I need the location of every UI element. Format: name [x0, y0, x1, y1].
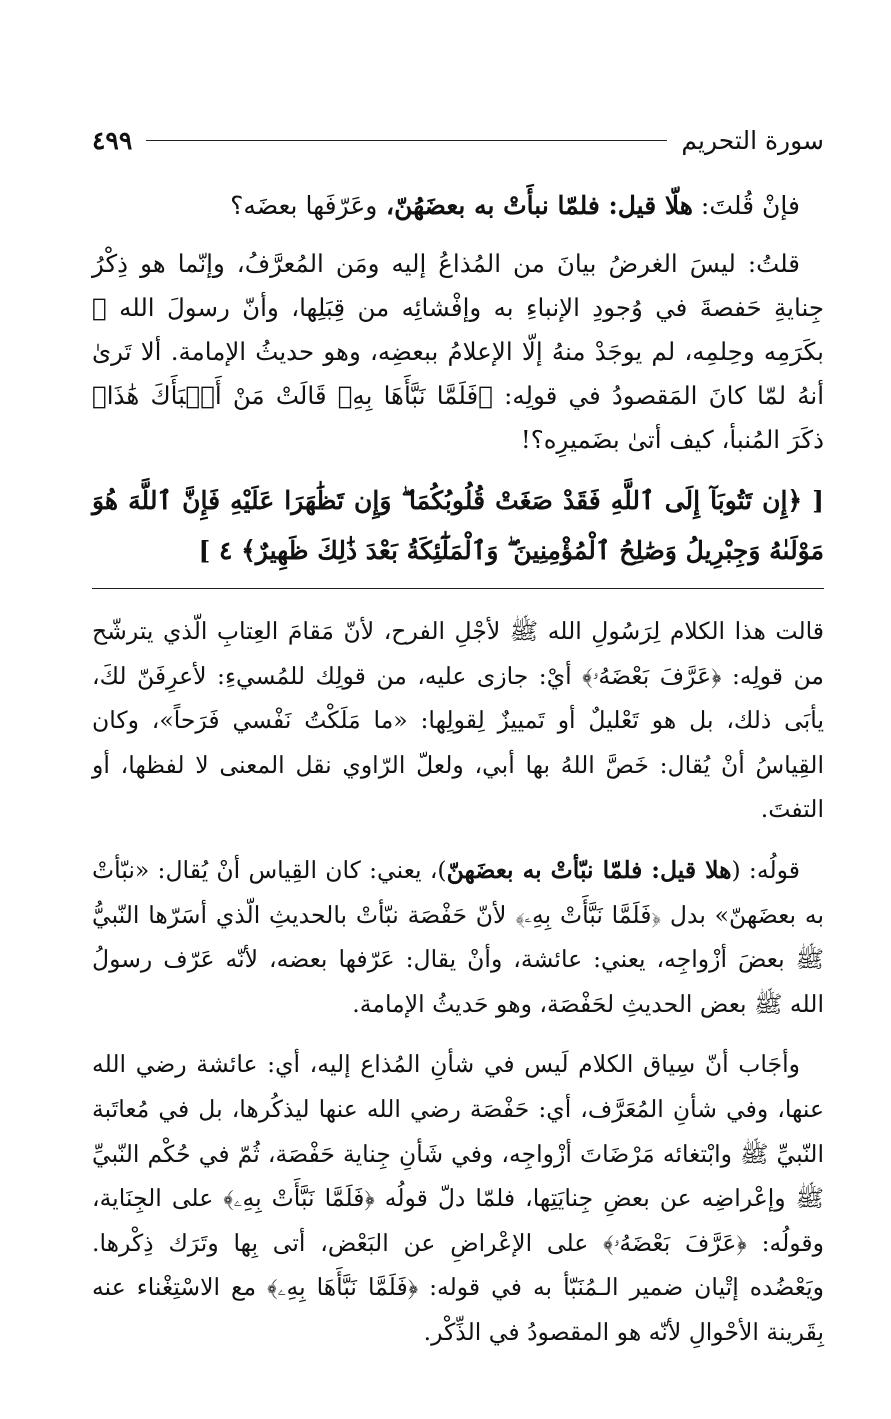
- p2-rest: )، يعني: كان القِياس أنْ يُقال: «نبّأتْ به بعضَهنّ» بدل ﴿فَلَمَّا نَبَّأَتْ بِهِۦ﴾ لأنّ حَفْصَة نبّأتْ بالحديثِ الّذي أسَرّها النّبيُّ ﷺ بعضَ أزْواجِه، يعني: عائشة، وأنْ يقال: عَرّفها بعضه، لأنّه عَرّف رسولُ الله ﷺ بعض الحديثِ لحَفْصَة، وهو حَديثُ الإمامة.: [92, 855, 824, 1018]
- commentary-paragraph-2: [92, 848, 824, 1026]
- question-prefix: فإنْ قُلتَ:: [692, 191, 800, 220]
- commentary-paragraph-3: وأجَاب أنّ سِياق الكلام لَيس في شأنِ المُذاع إليه، أي: عائشة رضي الله عنها، وفي شأنِ المُعَرَّف، أي: حَفْصَة رضي الله عنها ليذكُرها، بل في مُعاتَبة النّبيِّ ﷺ وابْتغائه مَرْضَاتَ أزْواجِه، وفي شَأنِ جِناية حَفْصَة، ثُمّ في حُكْم النّبيِّ ﷺ وإعْراضِه عن بعضِ جِنايَتِها، فلمّا دلّ قولُه ﴿فَلَمَّا نَبَّأَتْ بِهِۦ﴾ على الجِنَاية، وقولُه: ﴿عَرَّفَ بَعْضَهُۥ﴾ على الإعْراضِ عن البَعْض، أتى بِها وتَرَك ذِكْرها. ويَعْضُده إتْيان ضمير الـمُنَبّأ به في قوله: ﴿فَلَمَّا نَبَّأَهَا بِهِۦ﴾ مع الاسْتِغْناء عنه بِقَرينة الأحْوالِ لأنّه هو المقصودُ في الذِّكْر.: [92, 1050, 824, 1346]
- answer-paragraph: قلتُ: ليسَ الغرضُ بيانَ من المُذاعُ إليه ومَن المُعرَّفُ، وإنّما هو ذِكْرُ جِنايةِ حَفصةَ في وُجودِ الإنباءِ به وإفْشائِه من قِبَلِها، وأنّ رسولَ الله ﷺ بكَرَمِه وحِلمِه، لم يوجَدْ منهُ إلّا الإعلامُ ببعضِه، وهو حديثُ الإمامة. ألا تَرىٰ أنهُ لمّا كانَ المَقصودُ في قولِه: ﴿فَلَمَّا نَبَّأَهَا بِهِۦ قَالَتْ مَنْ أَنۢبَأَكَ هَٰذَا﴾ ذكَرَ المُنبأ، كيف أتىٰ بضَميرِه؟!: [92, 249, 824, 454]
- page-number: ٤٩٩: [92, 125, 133, 155]
- p2-bold-quote: هلا قيل: فلمّا نبّأتْ به بعضَهنّ: [446, 855, 732, 884]
- commentary: [92, 609, 824, 1355]
- header-rule: [146, 140, 667, 141]
- question-bold: هلّا قيل: فلمّا نبأَتْ به بعضَهُنّ،: [377, 191, 693, 220]
- page-header: [92, 118, 824, 162]
- main-text: [92, 184, 824, 576]
- question-rest: وعَرّفَها بعضَه؟: [230, 191, 378, 220]
- p2-lead: قولُه: (: [731, 855, 800, 884]
- question-paragraph: [92, 184, 824, 228]
- surah-title: سورة التحريم: [681, 125, 824, 155]
- quran-verse: [ ﴿إِن تَتُوبَآ إِلَى ٱللَّهِ فَقَدْ صَغَتْ قُلُوبُكُمَا ۖ وَإِن تَظَٰهَرَا عَلَيْهِ فَإِنَّ ٱللَّهَ هُوَ مَوْلَىٰهُ وَجِبْرِيلُ وَصَٰلِحُ ٱلْمُؤْمِنِينَ ۖ وَٱلْمَلَٰٓئِكَةُ بَعْدَ ذَٰلِكَ ظَهِيرٌ﴾ ٤ ]: [92, 486, 824, 565]
- section-divider: [92, 588, 824, 589]
- commentary-paragraph-1: قالت هذا الكلام لِرَسُولِ الله ﷺ لأجْلِ الفرح، لأنّ مَقامَ العِتابِ الّذي يترشّح من قولِه: ﴿عَرَّفَ بَعْضَهُۥ﴾ أيْ: جازى عليه، من قولِك للمُسيءِ: لأعرِفَنّ لكَ، يأبَى ذلك، بل هو تَعْليلٌ أو تَمييزٌ لِقولِها: «ما مَلَكْتُ نَفْسي فَرَحاً»، وكان القِياسُ أنْ يُقال: خَصَّ اللهُ بها أبي، ولعلّ الرّاوي نقل المعنى لا لفظها، أو التفتَ.: [92, 617, 824, 824]
- book-page: [92, 118, 824, 1371]
